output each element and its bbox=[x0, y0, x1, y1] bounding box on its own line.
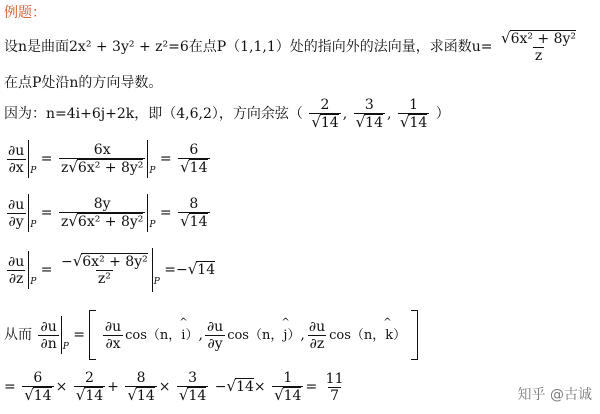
partial-y-lhs: $\frac{\partial u}{\partial y}$ bbox=[8, 196, 25, 230]
partial-z-row: $\frac{\partial u}{\partial z}$ $_P$ = $\frac{\text{−√6x² + 8y²}}{\text{z²}}$ $_P$ =−√14 bbox=[4, 248, 215, 292]
problem-line-1 bbox=[4, 30, 580, 64]
partial-y-row: $\frac{\partial u}{\partial y}$ $_P$ = $\frac{8y}{\text{z√6x² + 8y²}}$ $_P$ = $\frac{8}{√14}$ bbox=[8, 196, 208, 230]
because-text: 因为：n=4i+6j+2k，即（4,6,2），方向余弦（ bbox=[4, 106, 303, 122]
watermark: 知乎 @古诚 bbox=[517, 387, 592, 403]
final-result: $\frac{11}{7}$ bbox=[325, 370, 344, 404]
final-row: = $\frac{6}{√14}$ × $\frac{2}{√14}$ + $\frac{8}{√14}$ × $\frac{3}{√14}$ −√14× $\frac{1}{√14}$ = $\frac{11}{7}$ bbox=[4, 370, 344, 404]
partial-y-mid: $\frac{8y}{\text{z√6x² + 8y²}}$ bbox=[60, 196, 144, 230]
cos-alpha: $\frac{2}{√14}$ bbox=[311, 97, 339, 131]
problem-line-2: 在点P处沿n的方向导数。 bbox=[4, 75, 163, 91]
function-numerator: 6x² + 8y² bbox=[510, 31, 577, 47]
partial-z-mid: $\frac{\text{−√6x² + 8y²}}{\text{z²}}$ bbox=[60, 252, 148, 287]
because-line: 因为：n=4i+6j+2k，即（4,6,2），方向余弦（ $\frac{2}{√14}$ , $\frac{3}{√14}$ , $\frac{1}{√14}$ ） bbox=[4, 97, 450, 131]
conclusion-prefix: 从而 bbox=[4, 327, 32, 343]
example-title: 例题： bbox=[4, 5, 46, 21]
partial-y-rhs: $\frac{8}{√14}$ bbox=[180, 196, 208, 230]
partial-x-mid: $\frac{6x}{\text{z√6x² + 8y²}}$ bbox=[60, 142, 144, 176]
conclusion-row: 从而 $\frac{\partial u}{\partial n}$ $_P$ = $\frac{\partial u}{\partial x}$ cos（n，^ i）, $\frac{\partial u}{\partial y}$ cos（n，^ j）, $\frac{\partial u}{\partial z}$ cos（n，^ k） bbox=[4, 310, 418, 360]
function-denominator: z bbox=[534, 48, 543, 64]
cos-gamma: $\frac{1}{√14}$ bbox=[399, 97, 428, 131]
partial-x-row: $\frac{\partial u}{\partial x}$ $_P$ = $\frac{6x}{\text{z√6x² + 8y²}}$ $_P$ = $\frac{6}{√14}$ bbox=[8, 142, 208, 176]
cos-beta: $\frac{3}{√14}$ bbox=[355, 97, 383, 131]
partial-x-rhs: $\frac{6}{√14}$ bbox=[180, 142, 208, 176]
directional-derivative: $\frac{\partial u}{\partial n}$ bbox=[40, 318, 57, 352]
partial-x-lhs: $\frac{\partial u}{\partial x}$ bbox=[8, 142, 25, 176]
partial-z-lhs: $\frac{\partial u}{\partial z}$ bbox=[8, 253, 25, 287]
problem-text: 设n是曲面2x² + 3y² + z²=6在点P（1,1,1）处的指向外的法向量，求函数u= bbox=[4, 39, 493, 55]
function-fraction: $\frac{\text{√6x² + 8y²}}{z}$ bbox=[501, 29, 577, 64]
